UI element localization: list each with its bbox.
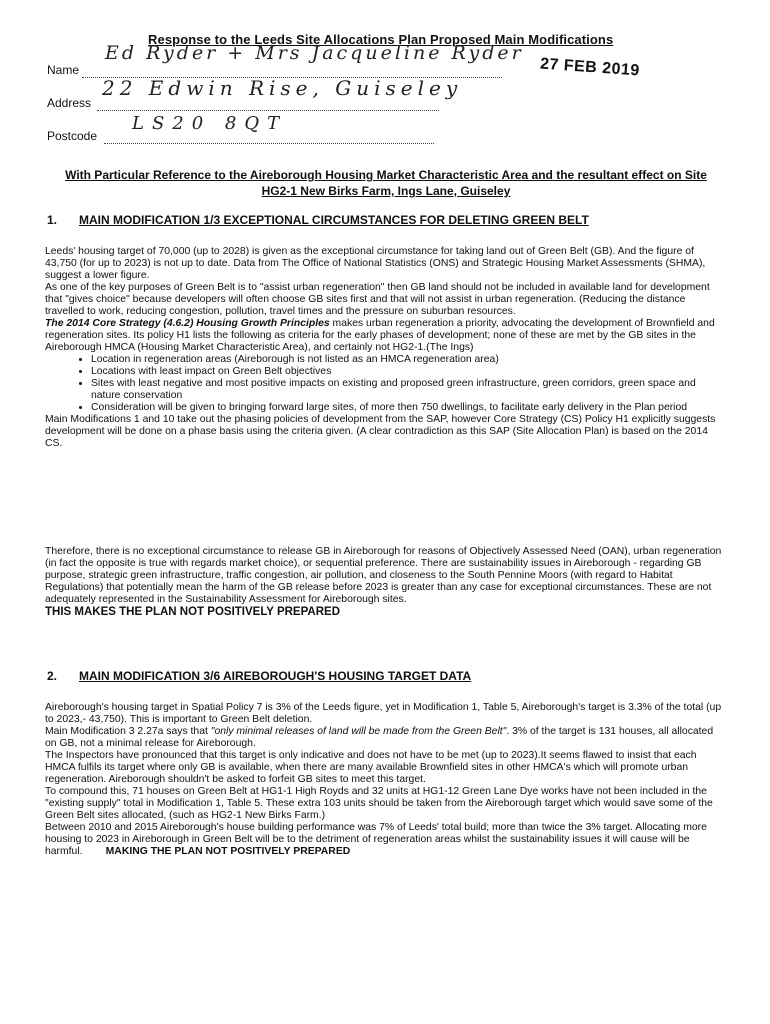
section-2-paragraph: To compound this, 71 houses on Green Belt at HG1-1 High Royds and 32 units at HG1-12 Green Lane Dye works have not been included in the "existing supply" total in Modification 1, Table 5. These extra 103 units should be taken from the Aireborough target which would save some of the Green Belt sites allocated, (such as HG2-1 New Birks Farm.) (45, 786, 713, 821)
postcode-handwriting: LS20 8QT (132, 113, 288, 134)
core-strategy-reference: The 2014 Core Strategy (4.6.2) Housing Growth Principles (45, 318, 330, 329)
section-1-paragraph: Main Modifications 1 and 10 take out the phasing policies of development from the SAP, however Core Strategy (CS) Policy H1 explicitly suggests development will be done on a phase basis using the criteria given. (A clear contradiction as this SAP (Site Allocation Plan) is based on the 2014 CS. (45, 414, 716, 449)
postcode-line (104, 142, 434, 144)
document-title: Response to the Leeds Site Allocations Plan Proposed Main Modifications (148, 32, 614, 47)
section-2-paragraph: Aireborough's housing target in Spatial Policy 7 is 3% of the Leeds figure, yet in Modification 1, Table 5, Aireborough's target is 3.3% of the total (up to 2023,- 43,750). This is important to Green Belt deletion. (45, 702, 722, 725)
section-1-number: 1. (47, 213, 58, 227)
address-handwriting: 22 Edwin Rise, Guiseley (102, 76, 463, 100)
section-1-body (45, 246, 723, 450)
criteria-item: • Locations with least impact on Green Belt objectives (91, 366, 723, 378)
name-label: Name (47, 63, 80, 77)
criteria-item: • Sites with least negative and most positive impacts on existing and proposed green infrastructure, green corridors, green space and nature conservation (91, 378, 723, 402)
section-2-heading (47, 670, 471, 682)
section-1-heading (47, 214, 589, 226)
address-line (97, 109, 439, 111)
modification-text: Main Modification 3 2.27a says that (45, 726, 211, 737)
section-2-paragraph (45, 726, 723, 750)
modification-quote: "only minimal releases of land will be made from the Green Belt" (210, 726, 507, 737)
section-2-body (45, 702, 723, 858)
section-1-paragraph (45, 318, 723, 354)
postcode-label: Postcode (47, 129, 98, 143)
section-1-title: MAIN MODIFICATION 1/3 EXCEPTIONAL CIRCUMSTANCES FOR DELETING GREEN BELT (79, 213, 589, 227)
section-1-paragraph: Therefore, there is no exceptional circumstance to release GB in Aireborough for reasons of Objectively Assessed Need (OAN), urban regeneration (in fact the opposite is true with regards market choice), or sequential preference. There are sustainability issues in Aireborough - regarding GB purpose, strategic green infrastructure, traffic congestion, air pollution, and closeness to the South Pennine Moors (with regard to Habitat Regulations) that potentially mean the harm of the GB release before 2023 is greater than any case for exceptional circumstances. These are not adequately represented in the Sustainability Assessment for Aireborough sites. (45, 546, 722, 605)
date-stamp: 27 FEB 2019 (539, 55, 641, 80)
section-2-title: MAIN MODIFICATION 3/6 AIREBOROUGH'S HOUSING TARGET DATA (79, 669, 472, 683)
section-2-conclusion: MAKING THE PLAN NOT POSITIVELY PREPARED (105, 846, 351, 857)
section-1-paragraph: Leeds' housing target of 70,000 (up to 2028) is given as the exceptional circumstance for taking land out of Green Belt (GB). And the figure of 43,750 (for up to 2023) is not up to date. Data from The Office of National Statistics (ONS) and Strategic Housing Market Assessments (SHMA), suggest a lower figure. (45, 246, 706, 281)
section-1-paragraph: As one of the key purposes of Green Belt is to "assist urban regeneration" then GB land should not be included in available land for development that "gives choice" because developers will often choose GB sites first and that will not assist in urban regeneration. (Reducing the distance travelled to work, reducing congestion, pollution, travel times and the pressure on suburban resources. (45, 282, 710, 317)
criteria-item: • Location in regeneration areas (Aireborough is not listed as an HMCA regeneration area) (91, 354, 723, 366)
modification-text: . 3% of the target is 131 houses, all allocated on GB, not a minimal release for Aireborough. (45, 726, 714, 749)
core-strategy-text: makes urban regeneration a priority, advocating the development of Brownfield and regeneration sites. Its policy H1 lists the following as criteria for the early phases of development; none of these are met by the GB sites in the Aireborough HMCA (Housing Market Characteristic Area), and certainly not HG2-1.(The Ings) (45, 318, 715, 353)
section-2-paragraph (45, 822, 723, 858)
reference-heading: With Particular Reference to the Aireborough Housing Market Characteristic Area and the resultant effect on Site HG2-1 New Birks Farm, Ings Lane, Guiseley (65, 168, 707, 198)
section-1-conclusion-block (45, 546, 723, 618)
name-handwriting: Ed Ryder + Mrs Jacqueline Ryder (105, 42, 524, 64)
section-2-number: 2. (47, 669, 58, 683)
address-label: Address (47, 96, 92, 110)
performance-text: Between 2010 and 2015 Aireborough's house building performance was 7% of Leeds' total build; more than twice the 3% target. Allocating more housing to 2023 in Aireborough in Green Belt will be to the detriment of regeneration areas whilst the sustainability issues it will cause will be harmful. (45, 822, 707, 857)
criteria-item: • Consideration will be given to bringing forward large sites, of more then 750 dwellings, to facilitate early delivery in the Plan period (91, 402, 723, 414)
section-1-conclusion: THIS MAKES THE PLAN NOT POSITIVELY PREPARED (45, 606, 340, 618)
criteria-list (45, 354, 723, 414)
section-2-paragraph: The Inspectors have pronounced that this target is only indicative and does not have to be met (up to 2023).It seems flawed to insist that each HMCA fulfils its target where only GB is available, when there are many available Brownfield sites in other HMCA's which will promote urban regeneration. Aireborough shouldn't be asked to forfeit GB sites to meet this target. (45, 750, 697, 785)
